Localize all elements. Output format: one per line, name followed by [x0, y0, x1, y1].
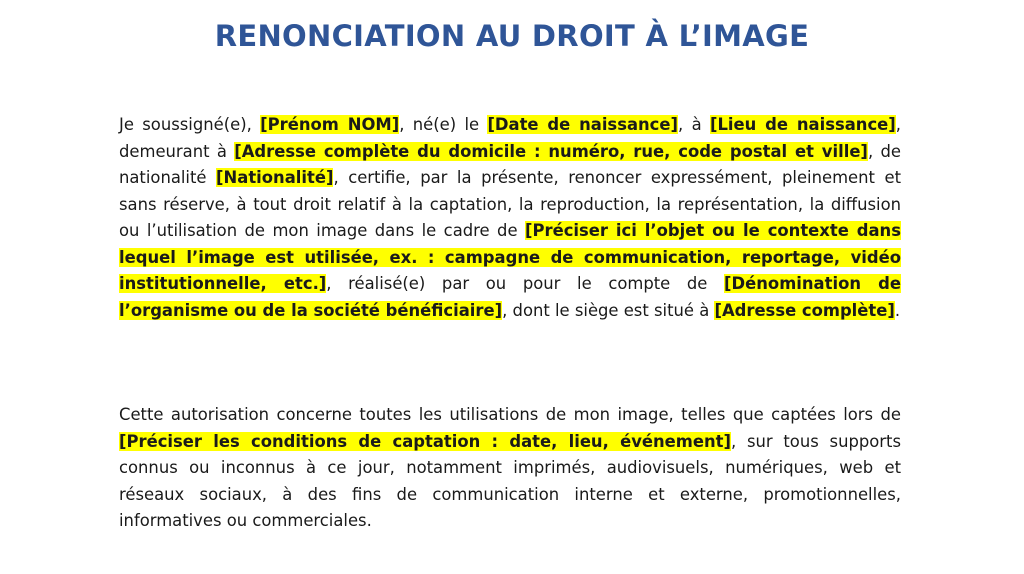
text-segment: . — [894, 300, 901, 320]
paragraph-authorization-scope — [119, 402, 901, 535]
placeholder-birth-place: [Lieu de naissance] — [709, 115, 896, 134]
placeholder-birth-date: [Date de naissance] — [487, 115, 679, 134]
placeholder-organization-name: [Dénomination de l’organisme ou de la société bénéficiaire] — [119, 274, 901, 320]
text-segment: , dont le siège est situé à — [502, 300, 715, 320]
placeholder-nationality: [Nationalité] — [216, 168, 334, 187]
document-title: RENONCIATION AU DROIT À L’IMAGE — [214, 19, 810, 53]
placeholder-usage-context: [Préciser ici l’objet ou le contexte dans lequel l’image est utilisée, ex. : campagne de communication, reportage, vidéo institutionnelle, etc.] — [119, 221, 901, 293]
text-segment: , à — [678, 115, 710, 134]
text-segment: Cette autorisation concerne toutes les utilisations de mon image, telles que captées lors de — [119, 405, 901, 424]
placeholder-home-address: [Adresse complète du domicile : numéro, rue, code postal et ville] — [234, 141, 868, 161]
text-segment: Je soussigné(e), — [119, 115, 261, 134]
text-segment: , de nationalité — [119, 141, 901, 187]
text-segment: , sur tous supports connus ou inconnus à ce jour, notamment imprimés, audiovisuels, numériques, web et réseaux sociaux, à des fins de communication interne et externe, promotionnelles, informatives ou commerciales. — [119, 431, 901, 530]
placeholder-capture-conditions: [Préciser les conditions de captation : date, lieu, événement] — [119, 431, 731, 451]
text-segment: , réalisé(e) par ou pour le compte de — [326, 274, 725, 293]
paragraph-declaration — [119, 112, 901, 324]
text-segment: , certifie, par la présente, renoncer expressément, pleinement et sans réserve, à tout droit relatif à la captation, la reproduction, la représentation, la diffusion ou l’utilisation de mon image dans le cadre de — [119, 168, 902, 240]
placeholder-first-last-name: [Prénom NOM] — [260, 115, 400, 134]
text-segment: , demeurant à — [119, 115, 901, 161]
text-segment: , né(e) le — [399, 115, 488, 134]
placeholder-headquarters-address: [Adresse complète] — [714, 300, 895, 320]
